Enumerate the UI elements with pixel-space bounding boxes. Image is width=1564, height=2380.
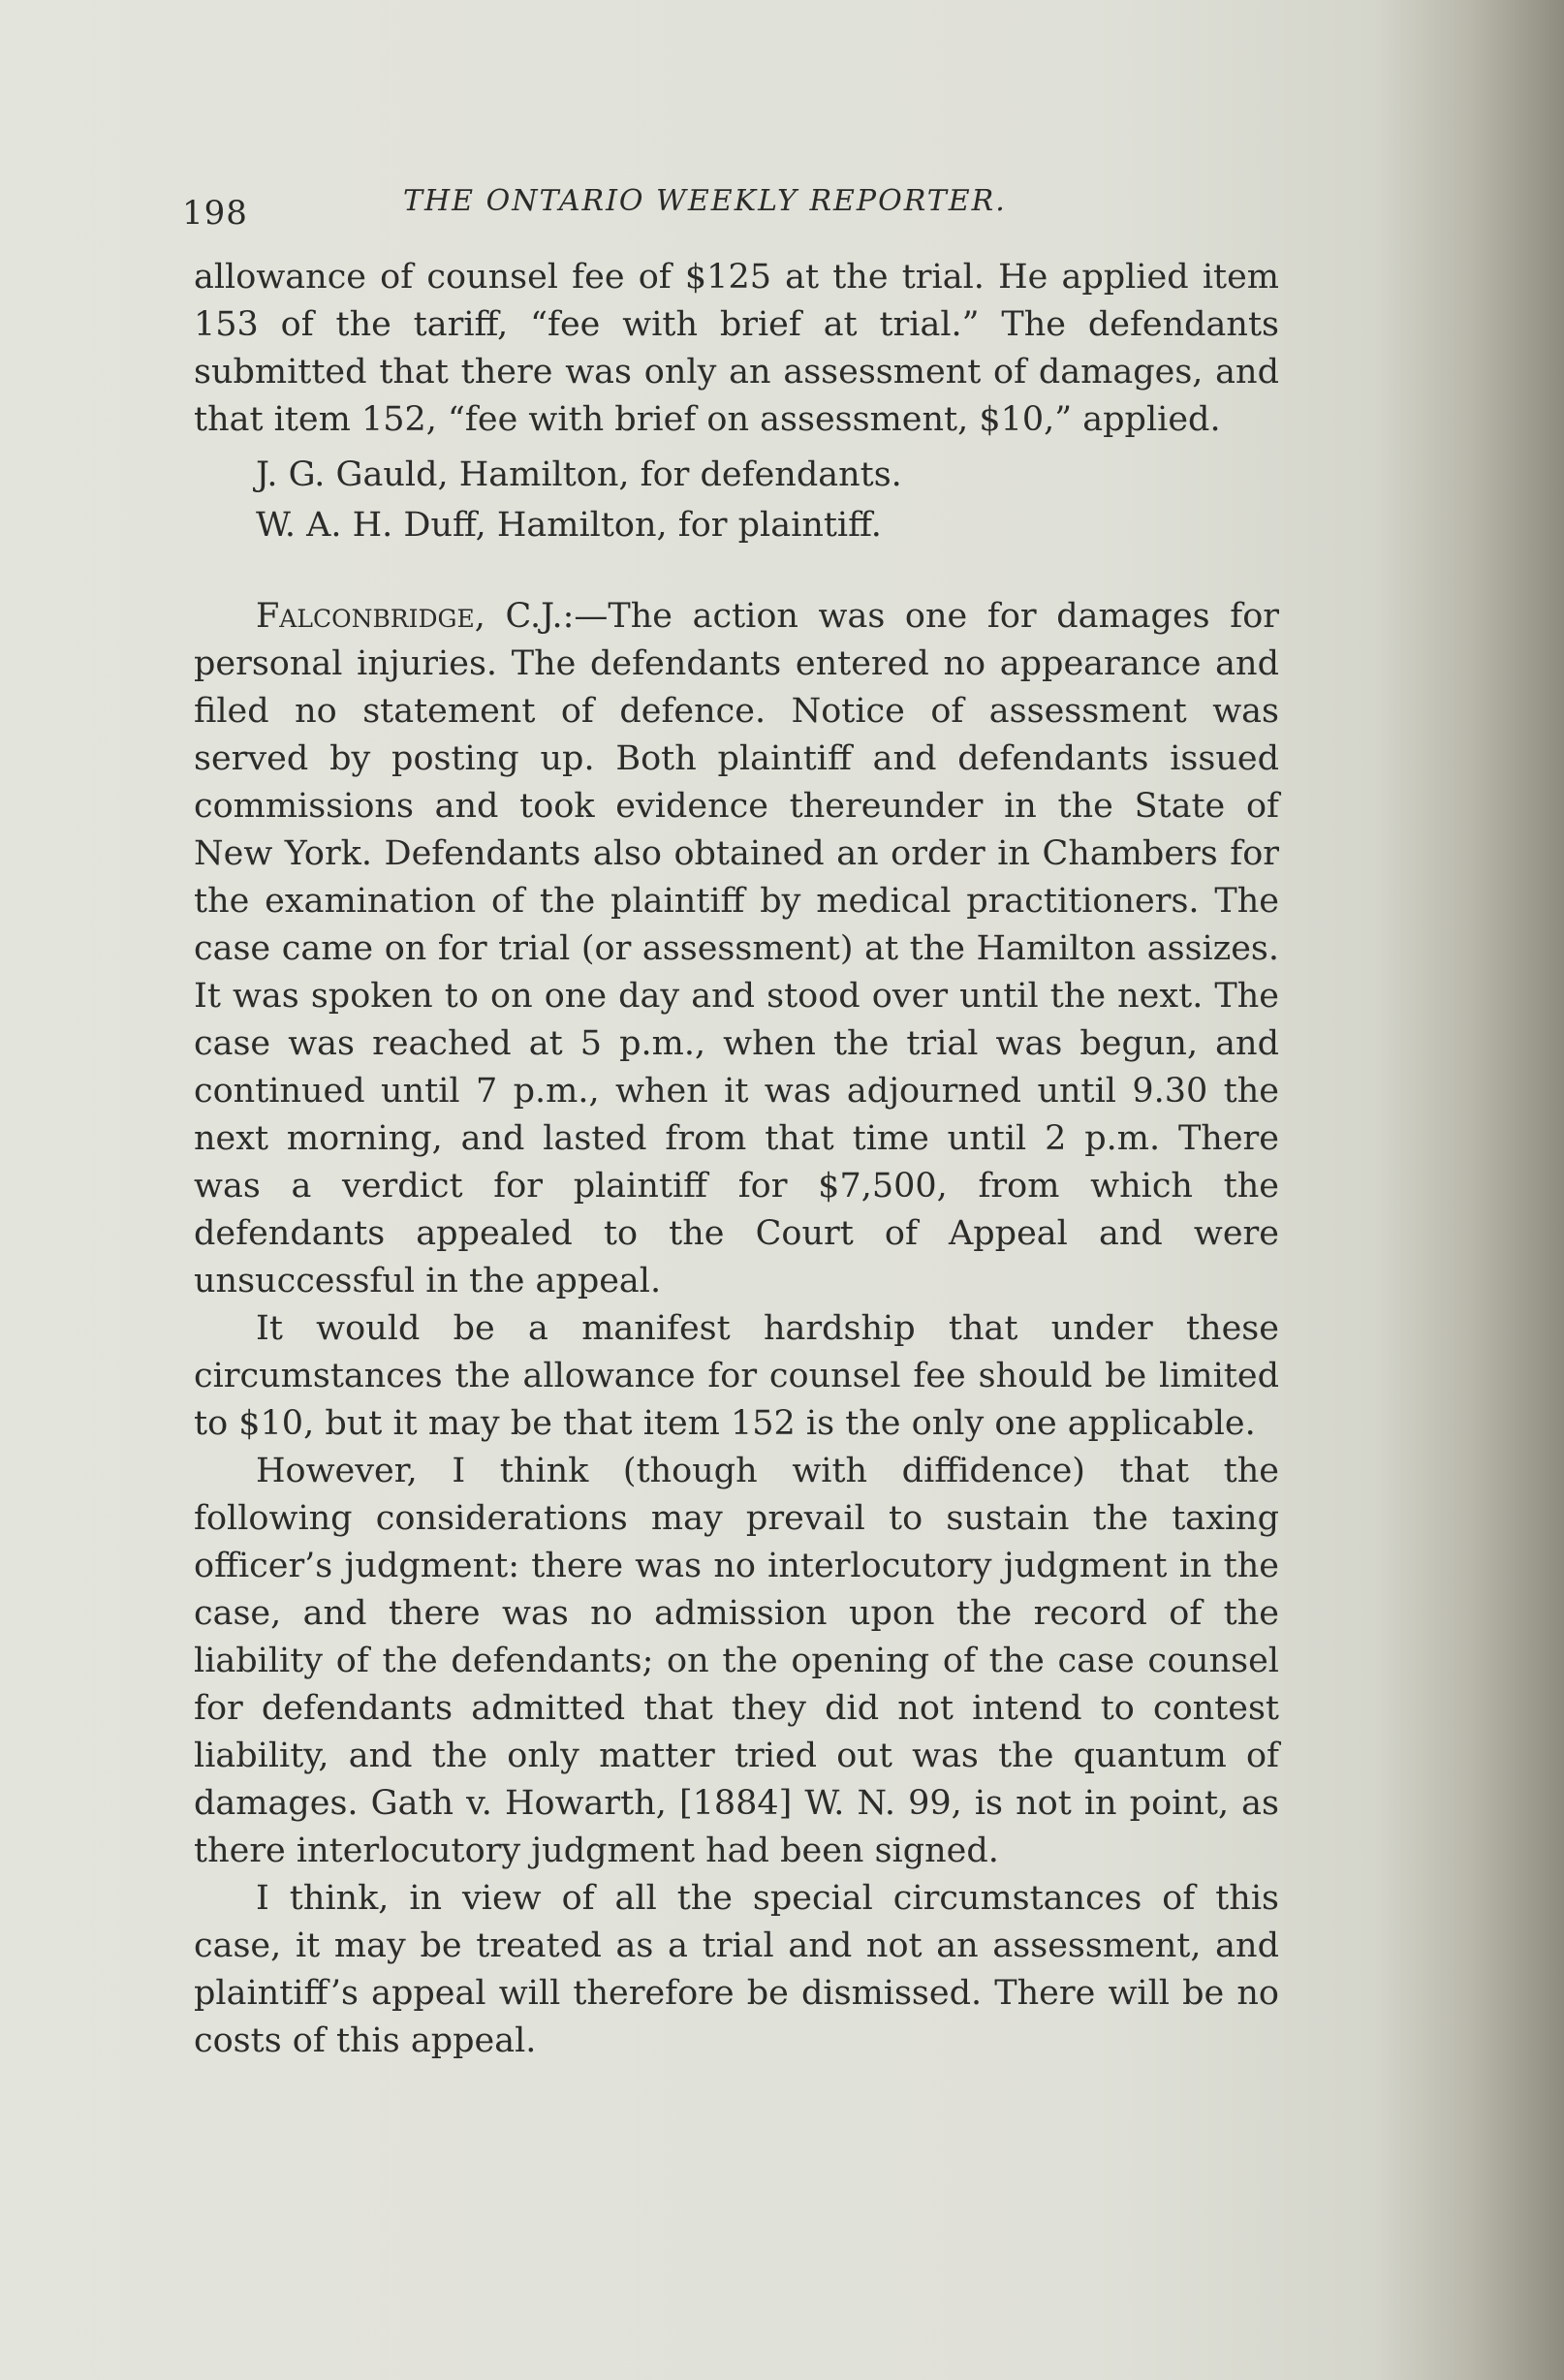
- paragraph-judgment-opening: [194, 593, 1279, 1305]
- paragraph-hardship: It would be a manifest hardship that under these circumstances the allowance for counsel fee should be limited to $10, but it may be that item 152 is the only one applicable.: [194, 1309, 1279, 1443]
- paragraph-counsel-fee: allowance of counsel fee of $125 at the trial. He applied item 153 of the tariff, “fee with brief at trial.” The defendants submitted that there was only an assessment of damages, and that item 152, “fee with brief on assessment, $10,” applied.: [194, 258, 1279, 439]
- paragraph-conclusion: I think, in view of all the special circumstances of this case, it may be treated as a trial and not an assessment, and plaintiff’s appeal will therefore be dismissed. There will be no costs of this appeal.: [194, 1879, 1279, 2060]
- page-body: [194, 254, 1279, 2065]
- running-title: THE ONTARIO WEEKLY REPORTER.: [403, 184, 1007, 218]
- page-header: [182, 184, 1054, 252]
- judge-name: Falconbridge, C.J.: [256, 597, 563, 636]
- spacer: [194, 550, 1279, 593]
- judgment-opening-text: :—The action was one for damages for personal injuries. The defendants entered no appearance and filed no statement of defence. Notice of assessment was served by posting up. Both plaintiff and defendants issued commissions and took evidence thereunder in the State of New York. Defendants also obtained an order in Chambers for the examination of the plaintiff by medical practitioners. The case came on for trial (or assessment) at the Hamilton assizes. It was spoken to on one day and stood over until the next. The case was reached at 5 p.m., when the trial was begun, and continued until 7 p.m., when it was adjourned until 9.30 the next morning, and lasted from that time until 2 p.m. There was a verdict for plaintiff for $7,500, from which the defendants appealed to the Court of Appeal and were unsuccessful in the appeal.: [194, 597, 1279, 1300]
- counsel-for-defendants: J. G. Gauld, Hamilton, for defendants.: [256, 455, 902, 494]
- paragraph-considerations: However, I think (though with diffidence) that the following considerations may prevail to sustain the taxing officer’s judgment: there was no interlocutory judgment in the case, and there was no admission upon the record of the liability of the defendants; on the opening of the case counsel for defendants admitted that they did not intend to contest liability, and the only matter tried out was the quantum of damages. Gath v. Howarth, [1884] W. N. 99, is not in point, as there interlocutory judgment had been signed.: [194, 1452, 1279, 1870]
- counsel-for-plaintiff: W. A. H. Duff, Hamilton, for plaintiff.: [256, 506, 882, 545]
- page-number: 198: [182, 194, 248, 233]
